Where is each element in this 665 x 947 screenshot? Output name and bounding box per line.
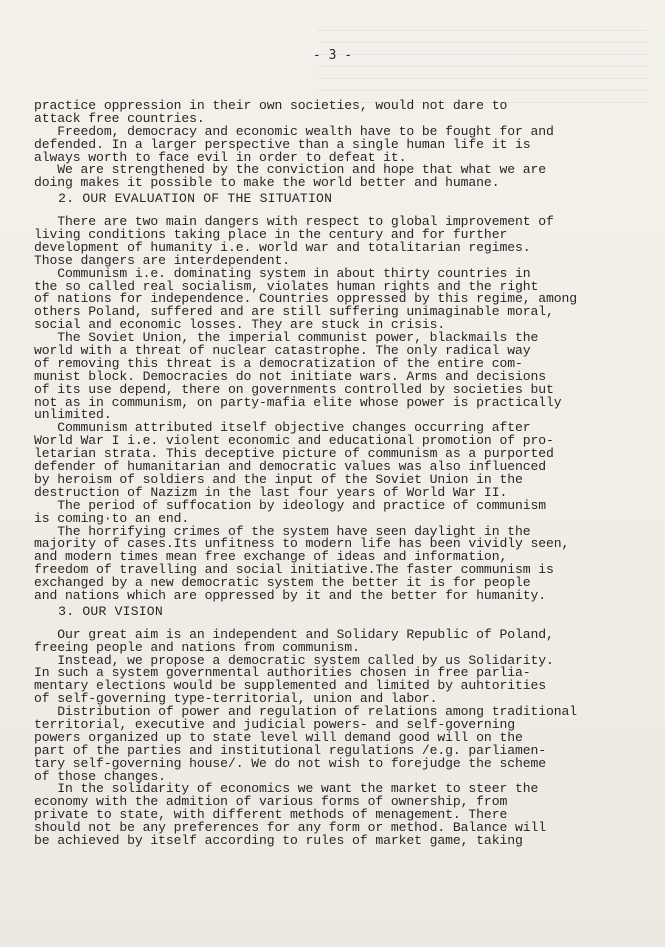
text-line: part of the parties and institutional regulations /e.g. parliamen- (34, 742, 546, 758)
text-line: living conditions taking place in the century and for further (34, 227, 508, 243)
text-line: In such a system governmental authorities chosen in free parlia- (34, 665, 531, 681)
text-line: tary self-governing house/. We do not wish to forejudge the scheme (34, 755, 546, 771)
text-line: of those changes. (34, 768, 166, 784)
text-line: should not be any preferences for any form or method. Balance will (34, 820, 546, 836)
text-line: private to state, with different methods of menagement. There (34, 807, 508, 823)
text-line: is coming·to an end. (34, 510, 190, 526)
text-line: defended. In a larger perspective than a single human life it is (34, 136, 531, 152)
text-line: world with a threat of nuclear catastrophe. The only radical way (34, 343, 531, 359)
text-line: The period of suffocation by ideology and practice of communism (34, 497, 546, 513)
text-line: World War I i.e. violent economic and educational promotion of pro- (34, 433, 554, 449)
text-line: The Soviet Union, the imperial communist power, blackmails the (34, 330, 539, 346)
text-line: powers organized up to state level will demand good will on the (34, 729, 523, 745)
text-line: development of humanity i.e. world war and totalitarian regimes. (34, 239, 531, 255)
text-line: Freedom, democracy and economic wealth have to be fought for and (34, 123, 554, 139)
text-line: territorial, executive and judicial powers- and self-governing (34, 716, 515, 732)
text-line: and modern times mean free exchange of ideas and information, (34, 549, 508, 565)
text-line: always worth to face evil in order to defeat it. (34, 149, 407, 165)
document-body (34, 100, 644, 848)
text-line: In the solidarity of economics we want the market to steer the (34, 781, 539, 797)
text-line: letarian strata. This deceptive picture of communism as a purported (34, 446, 554, 462)
page-number: - 3 - (312, 48, 353, 63)
text-line: and nations which are oppressed by it and the better for humanity. (34, 587, 546, 603)
text-line: Instead, we propose a democratic system called by us Solidarity. (34, 652, 554, 668)
text-line: There are two main dangers with respect to global improvement of (34, 214, 554, 230)
text-line: Those dangers are interdependent. (34, 252, 290, 268)
text-line: defender of humanitarian and democratic values was also influenced (34, 459, 546, 475)
text-line: by heroism of soldiers and the input of the Soviet Union in the (34, 471, 523, 487)
text-line: of its use depend, there on governments controlled by societies but (34, 381, 554, 397)
section-heading-vision: 3. OUR VISION (34, 603, 163, 619)
section-heading-evaluation: 2. OUR EVALUATION OF THE SITUATION (34, 191, 333, 207)
text-line: The horrifying crimes of the system have seen daylight in the (34, 523, 531, 539)
text-line: Communism i.e. dominating system in about thirty countries in (34, 265, 531, 281)
text-line: be achieved by itself according to rules of market game, taking (34, 832, 523, 848)
text-line: We are strengthened by the conviction and hope that what we are (34, 162, 546, 178)
text-line: of nations for independence. Countries oppressed by this regime, among (34, 291, 578, 307)
text-line: social and economic losses. They are stuck in crisis. (34, 317, 446, 333)
text-line: freeing people and nations from communism. (34, 639, 360, 655)
text-line: doing makes it possible to make the world better and humane. (34, 175, 500, 191)
text-line: the so called real socialism, violates human rights and the right (34, 278, 539, 294)
text-line: munist block. Democracies do not initiate wars. Arms and decisions (34, 368, 546, 384)
text-line: unlimited. (34, 407, 112, 423)
text-line: Distribution of power and regulation of relations among traditional (34, 704, 578, 720)
text-line: of removing this threat is a democratization of the entire com- (34, 355, 523, 371)
text-line: destruction of Nazizm in the last four years of World War II. (34, 484, 508, 500)
text-line: attack free countries. (34, 110, 205, 126)
text-line: mentary elections would be supplemented and limited by auhtorities (34, 678, 546, 694)
text-line: practice oppression in their own societies, would not dare to (34, 98, 508, 113)
text-line: Communism attributed itself objective changes occurring after (34, 420, 531, 436)
text-line: economy with the admition of various forms of ownership, from (34, 794, 508, 810)
text-line: Our great aim is an independent and Solidary Republic of Poland, (34, 626, 554, 642)
text-line: freedom of travelling and social initiative.The faster communism is (34, 562, 554, 578)
text-line: others Poland, suffered and are still suffering unimaginable moral, (34, 304, 554, 320)
text-line: of self-governing type-territorial, union and labor. (34, 691, 438, 707)
text-line: majority of cases.Its unfitness to modern life has been vividly seen, (34, 536, 570, 552)
text-line: exchanged by a new democratic system the better it is for people (34, 575, 531, 591)
text-line: not as in communism, on party-mafia elite whose power is practically (34, 394, 562, 410)
